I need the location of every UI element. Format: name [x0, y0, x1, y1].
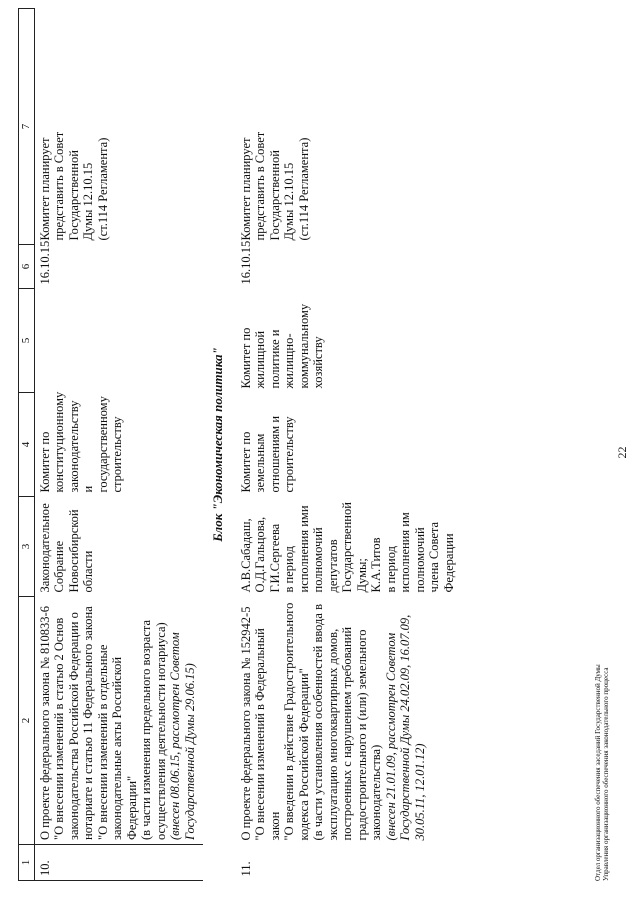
text-line: Федерации": [124, 775, 139, 840]
bill-title: О проекте федерального закона № 810833-6: [37, 606, 52, 840]
text-line: Отдел организационного обеспечения заседаний Государственной Думы: [594, 664, 602, 881]
text-line: представить в Совет: [253, 131, 267, 241]
header-col-4: 4: [19, 393, 35, 497]
text-line: градостроительного и (или) земельного: [354, 629, 369, 841]
text-line: (в части установления особенностей ввода в: [311, 604, 325, 841]
bill-desc: [253, 601, 384, 841]
plan-note: [34, 9, 203, 245]
text-line: А.В.Сабадаш,: [238, 518, 253, 593]
plan-note: [236, 9, 463, 245]
deadline-date: 16.10.15: [37, 240, 52, 285]
header-col-6: 6: [19, 245, 35, 289]
header-row: [19, 9, 35, 881]
text-line: жилищно-: [282, 333, 296, 389]
text-line: строительству: [110, 416, 124, 493]
bill-author: [236, 497, 463, 597]
text-line: Комитет планирует: [238, 137, 253, 241]
bill-description: [236, 597, 463, 845]
table-row: [34, 9, 203, 881]
text-line: Государственной: [66, 150, 81, 241]
text-line: Государственной Думы 29.06.15): [182, 663, 197, 840]
co-committee: [34, 289, 203, 393]
bill-note: [168, 601, 197, 841]
text-line: Думы 12.10.15: [81, 162, 95, 241]
text-line: О.Д.Гальцова,: [253, 516, 267, 593]
bill-description: [34, 597, 203, 845]
text-line: Государственной Думы 24.02.09, 16.07.09,: [398, 614, 412, 841]
bill-note: [384, 601, 428, 841]
responsible-committee: [34, 393, 203, 497]
bill-desc: [52, 601, 168, 841]
text-line: хозяйству: [311, 336, 325, 389]
block-row: [203, 9, 236, 881]
text-line: полномочий: [412, 527, 427, 593]
bill-title: О проекте федерального закона № 152942-5: [238, 606, 253, 841]
text-line: депутатов: [325, 539, 340, 593]
text-line: Федерации: [441, 533, 456, 593]
text-line: государственному: [95, 396, 110, 493]
header-col-7: 7: [19, 9, 35, 245]
page-number: 22: [615, 446, 629, 459]
text-line: Собрание: [52, 540, 66, 593]
text-line: в период: [383, 546, 398, 593]
text-line: К.А.Титов: [369, 537, 383, 593]
text-line: Управления организационного обеспечения законодательного процесса: [602, 667, 610, 881]
text-line: Комитет по: [37, 431, 52, 493]
text-line: (ст.114 Регламента): [296, 137, 311, 241]
text-line: (внесен 21.01.09, рассмотрен Советом: [383, 632, 398, 841]
deadline-date: 16.10.15: [238, 240, 253, 285]
text-line: отношениям и: [267, 415, 282, 493]
bill-author: [34, 497, 203, 597]
text-line: строительству: [282, 416, 296, 493]
text-line: исполнения им: [398, 512, 412, 593]
text-line: члена Совета: [427, 521, 441, 593]
text-line: Комитет по: [238, 431, 253, 493]
co-committee: [236, 289, 463, 393]
text-line: жилищной политике и: [253, 329, 282, 389]
text-line: в период: [282, 546, 296, 593]
text-line: (ст.114 Регламента): [95, 137, 110, 241]
text-line: Государственной: [267, 150, 282, 241]
text-line: конституционному: [52, 391, 66, 493]
text-line: построенных с нарушением требований: [340, 626, 354, 841]
row-number: 11.: [238, 861, 253, 877]
text-line: земельным: [253, 433, 267, 493]
text-line: законодательства): [369, 744, 383, 841]
table-row: [236, 9, 463, 881]
text-line: "О внесении изменений в Федеральный закон: [253, 628, 282, 841]
text-line: области: [81, 550, 95, 593]
text-line: Законодательное: [37, 503, 52, 593]
text-line: "О введении в действие Градостроительного: [282, 602, 296, 841]
text-line: кодекса Российской Федерации": [296, 668, 311, 841]
row-number: 10.: [34, 845, 203, 881]
text-line: Г.И.Сергеева: [267, 523, 282, 593]
text-line: Государственной: [340, 502, 354, 593]
text-line: Думы;: [354, 558, 369, 593]
text-line: полномочий: [311, 527, 325, 593]
footer: [594, 664, 610, 881]
text-line: законодательные акты Российской: [110, 656, 124, 840]
text-line: Новосибирской: [66, 509, 81, 593]
text-line: представить в Совет: [52, 131, 66, 241]
header-col-2: 2: [19, 597, 35, 845]
text-line: законодательству и: [66, 400, 95, 493]
header-col-1: 1: [19, 845, 35, 881]
text-line: "О внесении изменений в статью 2 Основ: [52, 617, 66, 840]
text-line: (в части изменения предельного возраста: [139, 619, 153, 840]
text-line: Думы 12.10.15: [282, 162, 296, 241]
text-line: Комитет планирует: [37, 137, 52, 241]
legislation-table: [18, 8, 462, 881]
text-line: эксплуатацию многоквартирных домов,: [325, 628, 340, 841]
text-line: законодательства Российской Федерации о: [66, 612, 81, 840]
text-line: коммунальному: [296, 303, 311, 389]
text-line: осуществления деятельности нотариуса): [153, 622, 168, 840]
text-line: 30.05.11, 12.01.12): [412, 743, 427, 841]
text-line: "О внесении изменений в отдельные: [95, 644, 110, 840]
block-title: Блок "Экономическая политика": [210, 347, 225, 542]
text-line: нотариате и статью 11 Федерального закона: [81, 606, 95, 840]
header-col-5: 5: [19, 289, 35, 393]
responsible-committee: [236, 393, 463, 497]
text-line: исполнения ими: [296, 505, 311, 593]
text-line: Комитет по: [238, 327, 253, 389]
header-col-3: 3: [19, 497, 35, 597]
text-line: (внесен 08.06.15, рассмотрен Советом: [168, 632, 182, 840]
